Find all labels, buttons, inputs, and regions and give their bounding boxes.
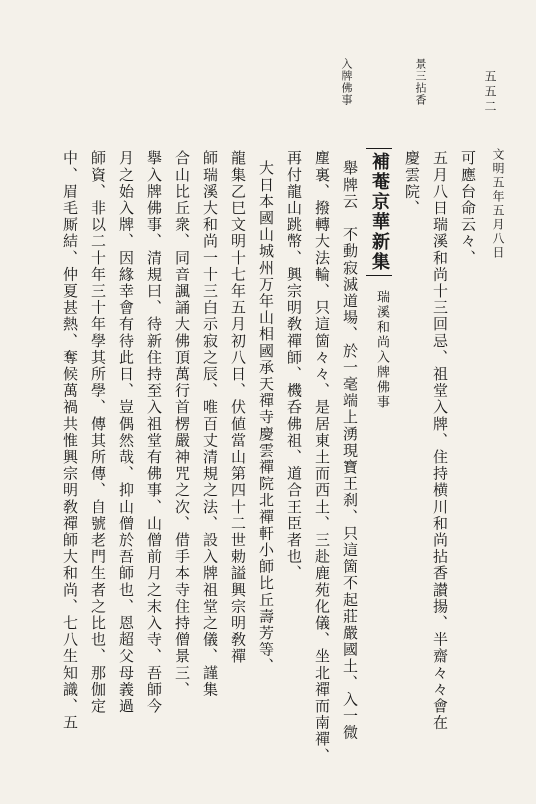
text-column-3: 慶雲院、 <box>403 150 421 217</box>
section-heading: 瑞溪和尚入牌佛事 <box>374 290 389 410</box>
text-column-11: 合山比丘衆、同音諷誦大佛頂萬行首楞嚴神咒之次、借手本寺住持僧景三、 <box>173 150 191 698</box>
text-column-7: 再付龍山跳幣、興宗明敎禪師、機呑佛祖、道合王臣者也、 <box>285 150 303 582</box>
text-column-12: 擧入牌佛事、清規曰、待新住持至入祖堂有佛事、山僧前月之末入寺、吾師今 <box>145 150 163 715</box>
book-title: 補菴京華新集 <box>366 148 392 276</box>
text-column-9: 龍集乙巳文明十七年五月初八日、伏値當山第四十二世勅謚興宗明敎禪 <box>229 150 247 665</box>
text-column-1: 可應台命云々、 <box>459 150 477 267</box>
text-column-5: 舉牌云 不動寂滅道場、於一毫端上湧現寶王刹、只這箇不起莊嚴國土、入一微 <box>341 160 359 741</box>
book-title-block <box>366 148 392 276</box>
text-column-6: 塵裏、撥轉大法輪、只這箇々々、是居東土而西土、三赴鹿苑化儀、坐北禪而南禪、 <box>313 150 331 765</box>
text-column-13: 月之始入牌、因緣幸會有待此日、豈偶然哉、抑山僧於吾師也、恩超父母義過 <box>117 150 135 715</box>
margin-note-incense: 景三拈香 <box>414 58 427 106</box>
text-column-14: 師資、非以二十年三十年學其所學、傳其所傳、自號老門生者之比也、那伽定 <box>89 150 107 715</box>
text-column-10: 師瑞溪大和尚一十三白示寂之辰、唯百丈清規之法、設入牌祖堂之儀、謹集 <box>201 150 219 698</box>
page-number: 五五二 <box>483 70 497 115</box>
text-column-15: 中、眉毛厮結、仲夏甚熱、奪候萬禍共惟興宗明敎禪師大和尚、七八生知識、五 <box>61 150 79 731</box>
margin-note-tablet: 入牌佛事 <box>340 58 353 106</box>
date-heading: 文明五年五月八日 <box>491 148 505 260</box>
text-column-2: 五月八日瑞溪和尚十三回忌、祖堂入牌、住持横川和尚拈香讃揚、半齋々々會在 <box>431 150 449 731</box>
text-column-8: 大日本國山城州万年山相國承天禪寺慶雲禪院北禪軒小師比丘壽芳等、 <box>257 160 275 675</box>
